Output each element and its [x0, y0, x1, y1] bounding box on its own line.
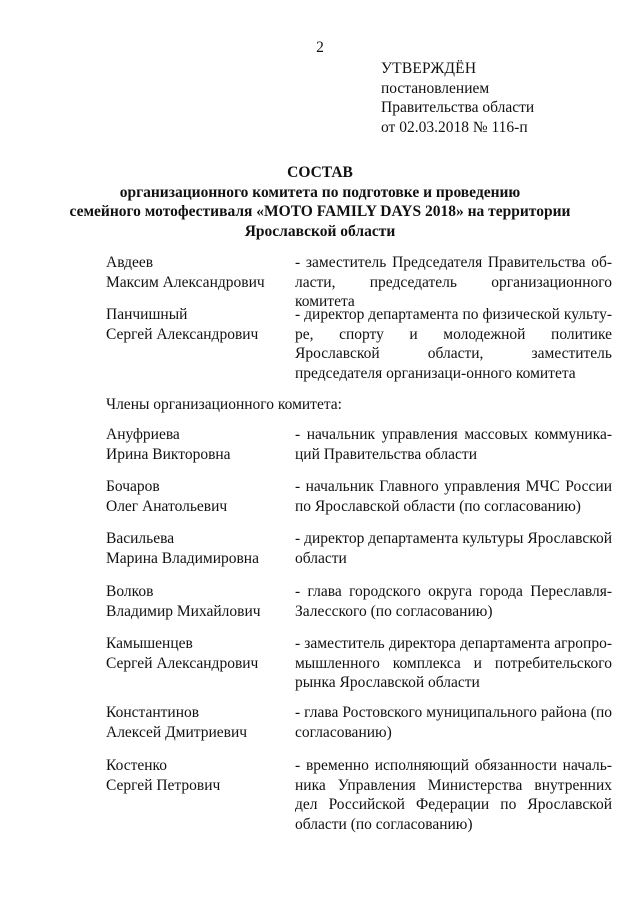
members-section-label: Члены организационного комитета:: [106, 396, 342, 413]
member-name: [106, 425, 286, 464]
member-role: - начальник Главного управления МЧС России по Ярославской области (по согласованию): [295, 478, 612, 515]
member-name: [106, 703, 286, 742]
document-title: [0, 163, 640, 241]
member-role: - заместитель Председателя Правительства об-ласти, председатель организационного комитета: [295, 254, 612, 310]
member-given-names: Олег Анатольевич: [106, 497, 228, 515]
title-line: организационного комитета по подготовке и проведению: [119, 183, 521, 201]
approval-heading: УТВЕРЖДЁН: [381, 60, 477, 77]
member-role: - директор департамента по физической культу-ре, спорту и молодежной политике Ярославской области, заместитель председателя организаци-онного комитета: [295, 306, 612, 382]
approval-stamp: [381, 59, 534, 137]
member-given-names: Алексей Дмитриевич: [106, 723, 248, 741]
member-role: - глава Ростовского муниципального района (по согласованию): [295, 704, 612, 741]
member-given-names: Ирина Викторовна: [106, 445, 231, 463]
member-role: - заместитель директора департамента агропро-мышленного комплекса и потребительского рынка Ярославской области: [295, 635, 612, 691]
title-line: Ярославской области: [244, 222, 396, 240]
approval-date-line: от 02.03.2018 № 116-п: [381, 118, 528, 136]
member-surname: Авдеев: [106, 254, 154, 271]
member-name: [106, 477, 286, 516]
member-name: [106, 305, 286, 344]
member-given-names: Владимир Михайлович: [106, 602, 261, 620]
member-role: - начальник управления массовых коммуника-ций Правительства области: [295, 426, 612, 463]
member-name: [106, 253, 286, 292]
member-name: [106, 529, 286, 568]
member-surname: Камышенцев: [106, 635, 193, 652]
page-number: 2: [316, 39, 324, 56]
member-name: [106, 756, 286, 795]
member-given-names: Сергей Александрович: [106, 325, 259, 343]
member-surname: Волков: [106, 583, 154, 600]
member-role: - глава городского округа города Переславля-Залесского (по согласованию): [295, 583, 612, 620]
member-name: [106, 634, 286, 673]
member-name: [106, 582, 286, 621]
member-role: - временно исполняющий обязанности началь-ника Управления Министерства внутренних дел Российской Федерации по Ярославской области (по согласованию): [295, 757, 612, 833]
member-given-names: Максим Александрович: [106, 273, 265, 291]
member-given-names: Сергей Александрович: [106, 654, 259, 672]
member-surname: Ануфриева: [106, 426, 180, 443]
member-surname: Бочаров: [106, 478, 160, 495]
member-given-names: Сергей Петрович: [106, 776, 221, 794]
approval-line: постановлением: [381, 79, 490, 97]
member-role: - директор департамента культуры Ярославской области: [295, 530, 612, 567]
member-surname: Васильева: [106, 530, 175, 547]
member-surname: Константинов: [106, 704, 200, 721]
approval-line: Правительства области: [381, 99, 535, 116]
member-surname: Панчишный: [106, 306, 188, 323]
member-surname: Костенко: [106, 757, 168, 774]
title-line: семейного мотофестиваля «MOTO FAMILY DAYS 2018» на территории: [69, 203, 571, 220]
member-given-names: Марина Владимировна: [106, 549, 259, 567]
title-heading: СОСТАВ: [287, 164, 353, 181]
